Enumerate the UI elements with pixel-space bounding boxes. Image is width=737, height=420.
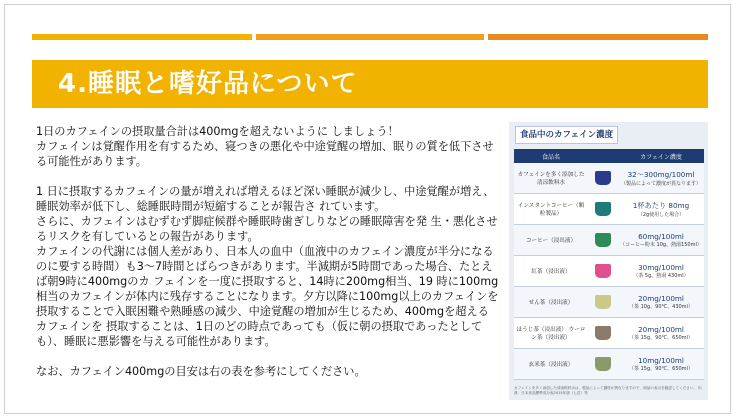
- body-text: [36, 124, 500, 379]
- food-picture: [588, 163, 618, 193]
- paragraph: なお、カフェイン400mgの目安は右の表を参考にしてください。: [36, 365, 366, 378]
- hojicha-icon: [595, 326, 611, 340]
- table-row: [514, 256, 704, 287]
- food-picture: [588, 318, 618, 348]
- caffeine-main: 20mg/100ml: [638, 325, 684, 334]
- food-picture: [588, 225, 618, 255]
- energy-drink-icon: [595, 171, 611, 185]
- food-name: 紅茶（浸出液）: [531, 269, 571, 275]
- caffeine-main: 32～300mg/100ml: [627, 169, 695, 179]
- instant-coffee-icon: [595, 202, 611, 216]
- caffeine-sub: （茶 5g、熱湯 430ml）: [633, 273, 689, 279]
- caffeine-main: 60mg/100ml: [638, 232, 684, 241]
- table-header: [514, 149, 704, 163]
- food-name: 玄米茶（浸出液）: [528, 362, 574, 368]
- food-name: カフェインを多く添加した清涼飲料水: [517, 172, 585, 186]
- caffeine-value: [618, 287, 704, 317]
- table-row: [514, 163, 704, 194]
- caffeine-main: 20mg/100ml: [638, 294, 684, 303]
- caffeine-value: [618, 318, 704, 348]
- col-food-header: 食品名: [541, 153, 560, 161]
- table-row: [514, 225, 704, 256]
- accent-bar-3: [488, 34, 708, 40]
- table-title: 食品中のカフェイン濃度: [515, 126, 618, 144]
- paragraph: 1日のカフェインの摂取量合計は400mgを超えないように しましょう！: [36, 125, 399, 138]
- caffeine-sub: （コーヒー粉末 10g、熱湯150ml）: [620, 242, 702, 248]
- caffeine-sub: （茶 15g、90℃、650ml）: [629, 335, 693, 341]
- caffeine-main: 30mg/100ml: [638, 263, 684, 272]
- caffeine-sub: （製品によって濃度が異なります）: [620, 180, 701, 187]
- caffeine-value: [618, 256, 704, 286]
- caffeine-sub: （2g使用した場合）: [637, 211, 685, 218]
- caffeine-value: [618, 349, 704, 379]
- caffeine-sub: （茶 15g、90℃、650ml）: [629, 366, 693, 372]
- accent-bar-1: [32, 34, 252, 40]
- accent-bar-2: [256, 34, 484, 40]
- coffee-cup-icon: [595, 233, 611, 247]
- slide-title: 4.睡眠と嗜好品について: [58, 69, 358, 99]
- caffeine-value: [618, 163, 704, 193]
- caffeine-sub: （茶 10g、90℃、430ml）: [629, 304, 693, 310]
- caffeine-table-panel: [509, 122, 708, 400]
- table-row: [514, 287, 704, 318]
- green-tea-icon: [595, 295, 611, 309]
- caffeine-value: [618, 194, 704, 224]
- food-picture: [588, 349, 618, 379]
- table-row: [514, 349, 704, 380]
- table-row: [514, 318, 704, 349]
- header-bars: [32, 34, 708, 40]
- paragraph: カフェインは覚醒作用を有するため、寝つきの悪化や中途覚醒の増加、眠りの質を低下させる可能性があります。: [36, 140, 494, 168]
- food-name: せん茶（浸出液）: [528, 300, 574, 306]
- caffeine-main: 1杯あたり 80mg: [632, 200, 690, 210]
- paragraph: カフェインの代謝には個人差があり、日本人の血中（血液中のカフェイン濃度が半分になるのに要する時間）も3～7時間とばらつきがあります。半減期が5時間であった場合、たとえば朝9時に400mgのカ フェインを一度に摂取すると、14時に200mg相当、19 時に100mg相当のカフェインが体内に残存することになります。夕方以降に100mg以上のカフェインを摂取することで入眠困難や熟睡感の減少、中途覚醒の増加が生じるため、400mgを超えるカフェインを 摂取することは、1日のどの時点であっても（仮に朝の摂取であったとしても）、睡眠に悪影響を与える可能性があります。: [36, 245, 499, 348]
- col-caffeine-header: カフェイン濃度: [640, 153, 682, 161]
- table-row: [514, 194, 704, 225]
- paragraph: さらに、カフェインはむずむず脚症候群や睡眠時歯ぎしりなどの睡眠障害を発 生・悪化させるリスクを有しているとの報告があります。: [36, 215, 498, 243]
- food-picture: [588, 256, 618, 286]
- paragraph: 1 日に摂取するカフェインの量が増えれば増えるほど深い睡眠が減少し、中途覚醒が増え、睡眠効率が低下し、総睡眠時間が短縮することが報告さ れています。: [36, 185, 495, 213]
- food-name: コーヒー（浸出液）: [525, 238, 577, 244]
- food-picture: [588, 287, 618, 317]
- caffeine-table: [514, 149, 704, 380]
- food-name: ほうじ茶（浸出液） ウーロン茶（浸出液）: [516, 327, 586, 341]
- food-picture: [588, 194, 618, 224]
- genmaicha-icon: [595, 357, 611, 371]
- food-name: インスタントコーヒー（顆粒製品）: [517, 203, 585, 217]
- tea-cup-icon: [595, 264, 611, 278]
- caffeine-main: 10mg/100ml: [638, 356, 684, 365]
- caffeine-value: [618, 225, 704, 255]
- table-note: カフェインを多く添加した清涼飲料水は、製品によって濃度が異なりますので、商品の表示を確認してください。 出典：日本食品標準成分表2015年版（七訂）等: [514, 386, 702, 395]
